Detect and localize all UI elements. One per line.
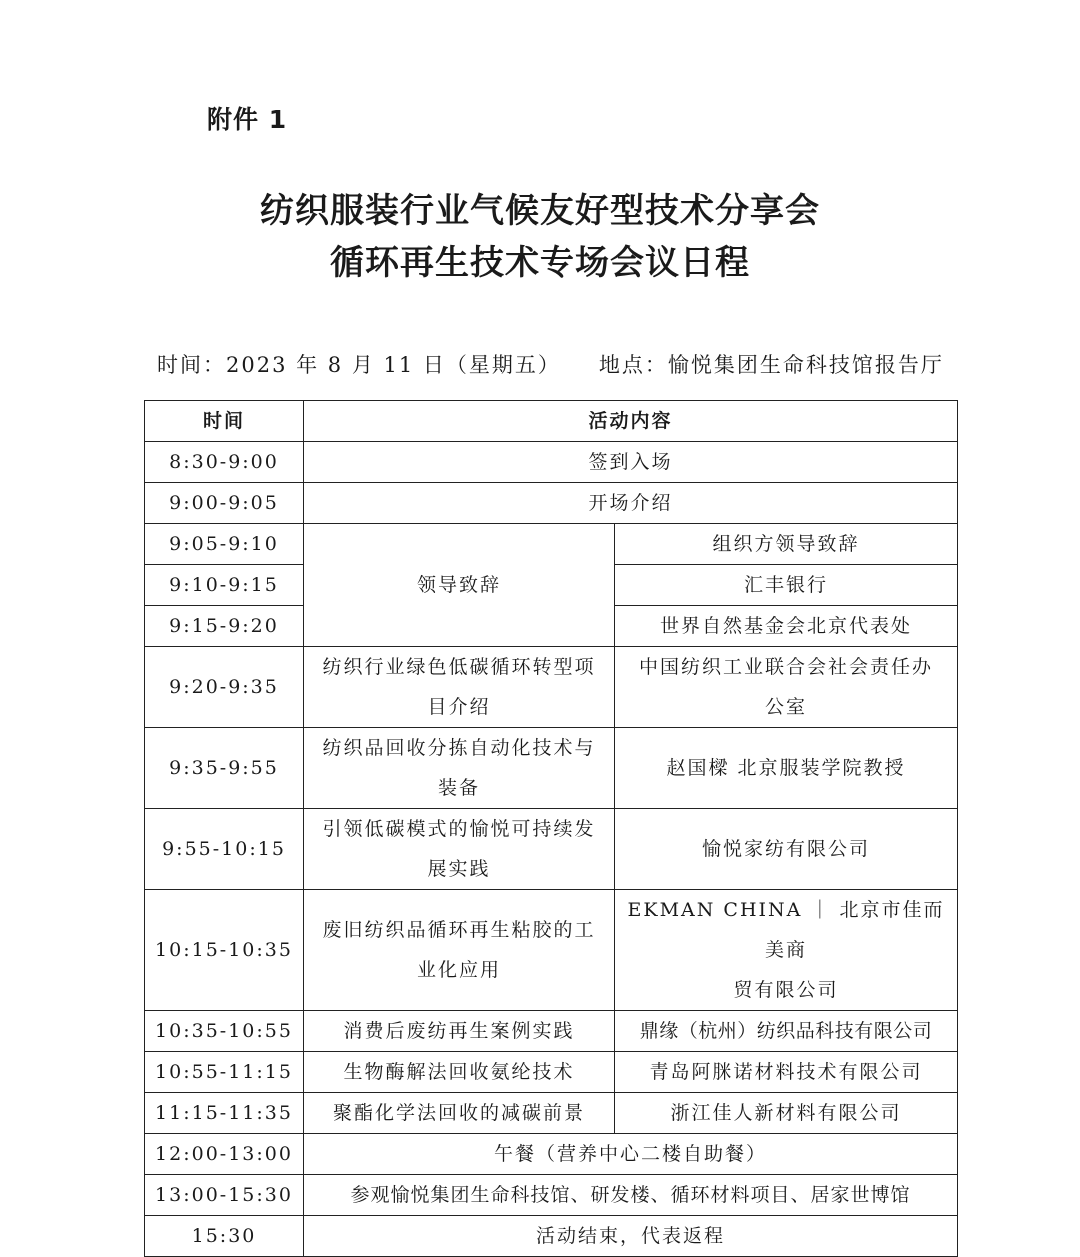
row-speaker-line: EKMAN CHINA ｜ 北京市佳而美商 (627, 899, 945, 961)
table-row (145, 809, 958, 890)
row-speaker: 汇丰银行 (615, 565, 958, 606)
row-speaker-line: 公室 (765, 696, 808, 718)
table-row (145, 1175, 958, 1216)
table-header-row (145, 401, 958, 442)
row-topic-line: 展实践 (427, 858, 491, 880)
row-speaker (615, 890, 958, 1011)
row-time: 9:15-9:20 (145, 606, 304, 647)
row-topic (304, 728, 615, 809)
table-row (145, 728, 958, 809)
row-time: 9:55-10:15 (145, 809, 304, 890)
row-speaker: 世界自然基金会北京代表处 (615, 606, 958, 647)
row-topic (304, 809, 615, 890)
table-row (145, 1093, 958, 1134)
row-speaker: 愉悦家纺有限公司 (615, 809, 958, 890)
row-time: 11:15-11:35 (145, 1093, 304, 1134)
row-time: 9:10-9:15 (145, 565, 304, 606)
row-topic-line: 引领低碳模式的愉悦可持续发 (322, 818, 596, 840)
row-topic: 领导致辞 (304, 524, 615, 647)
row-topic-line: 业化应用 (416, 959, 501, 981)
row-speaker (615, 647, 958, 728)
row-time: 12:00-13:00 (145, 1134, 304, 1175)
row-content: 参观愉悦集团生命科技馆、研发楼、循环材料项目、居家世博馆 (304, 1175, 958, 1216)
table-row (145, 890, 958, 1011)
document-title-line-1: 纺织服装行业气候友好型技术分享会 (260, 191, 820, 231)
table-row (145, 524, 958, 565)
document-title-line-2: 循环再生技术专场会议日程 (330, 243, 750, 283)
row-speaker-line: 中国纺织工业联合会社会责任办 (639, 656, 934, 678)
row-content: 开场介绍 (304, 483, 958, 524)
row-topic: 聚酯化学法回收的减碳前景 (304, 1093, 615, 1134)
table-row (145, 1216, 958, 1257)
row-content: 活动结束，代表返程 (304, 1216, 958, 1257)
table-row (145, 442, 958, 483)
row-speaker: 青岛阿脒诺材料技术有限公司 (615, 1052, 958, 1093)
row-time: 9:05-9:10 (145, 524, 304, 565)
row-topic (304, 647, 615, 728)
row-time: 9:35-9:55 (145, 728, 304, 809)
row-time: 10:15-10:35 (145, 890, 304, 1011)
row-time: 15:30 (145, 1216, 304, 1257)
table-row (145, 647, 958, 728)
row-speaker: 组织方领导致辞 (615, 524, 958, 565)
row-time: 8:30-9:00 (145, 442, 304, 483)
table-row (145, 1011, 958, 1052)
row-time: 10:35-10:55 (145, 1011, 304, 1052)
row-content: 签到入场 (304, 442, 958, 483)
row-time: 9:20-9:35 (145, 647, 304, 728)
row-speaker: 鼎缘（杭州）纺织品科技有限公司 (615, 1011, 958, 1052)
row-content: 午餐（营养中心二楼自助餐） (304, 1134, 958, 1175)
row-topic-line: 目介绍 (427, 696, 491, 718)
row-time: 13:00-15:30 (145, 1175, 304, 1216)
row-speaker: 赵国樑 北京服装学院教授 (615, 728, 958, 809)
row-topic-line: 纺织行业绿色低碳循环转型项 (322, 656, 596, 678)
row-time: 10:55-11:15 (145, 1052, 304, 1093)
schedule-table (144, 400, 958, 1257)
row-topic-line: 纺织品回收分拣自动化技术与 (322, 737, 596, 759)
row-topic: 生物酶解法回收氨纶技术 (304, 1052, 615, 1093)
row-speaker: 浙江佳人新材料有限公司 (615, 1093, 958, 1134)
header-content: 活动内容 (304, 401, 958, 442)
row-time: 9:00-9:05 (145, 483, 304, 524)
row-topic-line: 装备 (437, 777, 480, 799)
row-topic: 消费后废纺再生案例实践 (304, 1011, 615, 1052)
table-row (145, 1052, 958, 1093)
attachment-label: 附件 1 (207, 105, 288, 134)
table-row (145, 483, 958, 524)
table-row (145, 1134, 958, 1175)
meeting-location: 地点：愉悦集团生命科技馆报告厅 (598, 353, 944, 377)
header-time: 时间 (145, 401, 304, 442)
row-speaker-line: 贸有限公司 (733, 979, 839, 1001)
meeting-info (157, 349, 944, 379)
meeting-time: 时间：2023 年 8 月 11 日（星期五） (157, 353, 561, 377)
row-topic (304, 890, 615, 1011)
row-topic-line: 废旧纺织品循环再生粘胶的工 (322, 919, 596, 941)
